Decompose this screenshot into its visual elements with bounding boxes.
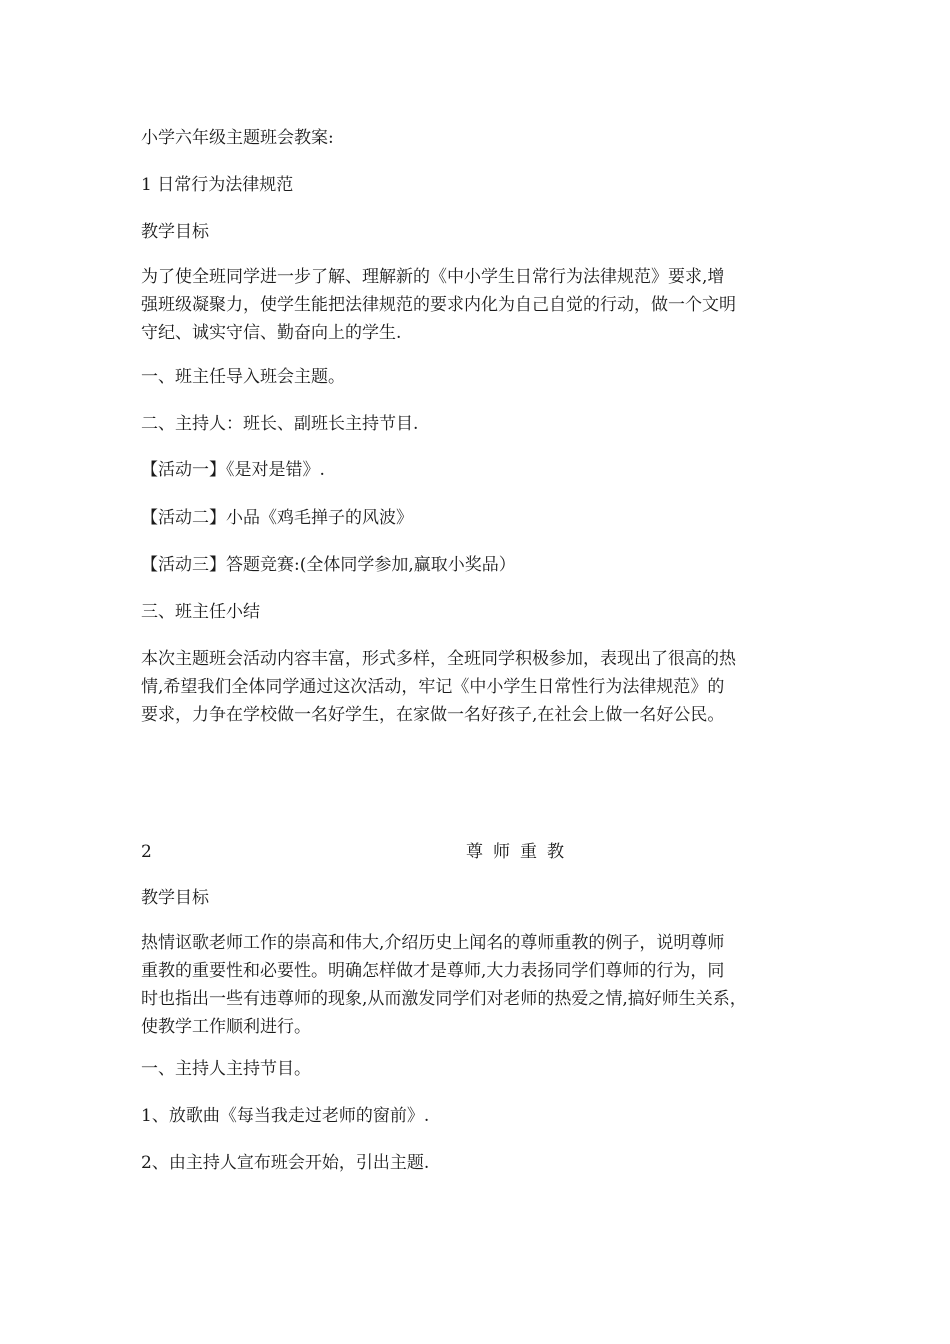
paragraph-line: 情,希望我们全体同学通过这次活动，牢记《中小学生日常性行为法律规范》的 — [141, 677, 725, 697]
step-item: 一、班主任导入班会主题。 — [141, 367, 345, 387]
paragraph-line: 热情讴歌老师工作的崇高和伟大,介绍历史上闻名的尊师重教的例子，说明尊师 — [141, 933, 725, 953]
goal-paragraph — [141, 929, 821, 1041]
lesson-title: 1 日常行为法律规范 — [141, 175, 294, 195]
document-title: 小学六年级主题班会教案: — [141, 128, 334, 148]
paragraph-line: 为了使全班同学进一步了解、理解新的《中小学生日常行为法律规范》要求,增 — [141, 267, 725, 287]
lesson-title: 尊师重教 — [466, 842, 574, 862]
summary-paragraph — [141, 645, 821, 729]
paragraph-line: 守纪、诚实守信、勤奋向上的学生. — [141, 323, 402, 343]
activity-item: 【活动一】《是对是错》. — [141, 460, 325, 480]
paragraph-line: 要求，力争在学校做一名好学生，在家做一名好孩子,在社会上做一名好公民。 — [141, 705, 725, 725]
paragraph-line: 本次主题班会活动内容丰富，形式多样，全班同学积极参加，表现出了很高的热 — [141, 649, 736, 669]
step-item: 三、班主任小结 — [141, 602, 260, 622]
list-item: 1、放歌曲《每当我走过老师的窗前》. — [141, 1106, 430, 1126]
lesson-number: 2 — [141, 842, 152, 862]
step-item: 一、主持人主持节目。 — [141, 1059, 311, 1079]
goal-paragraph — [141, 263, 821, 347]
activity-item: 【活动二】小品《鸡毛掸子的风波》 — [141, 508, 413, 528]
goal-heading: 教学目标 — [141, 222, 209, 242]
paragraph-line: 时也指出一些有违尊师的现象,从而激发同学们对老师的热爱之情,搞好师生关系， — [141, 989, 747, 1009]
step-item: 二、主持人：班长、副班长主持节目. — [141, 414, 419, 434]
paragraph-line: 使教学工作顺利进行。 — [141, 1017, 311, 1037]
goal-heading: 教学目标 — [141, 888, 209, 908]
activity-item: 【活动三】答题竞赛:(全体同学参加,赢取小奖品） — [141, 555, 516, 575]
paragraph-line: 强班级凝聚力，使学生能把法律规范的要求内化为自己自觉的行动，做一个文明 — [141, 295, 736, 315]
list-item: 2、由主持人宣布班会开始，引出主题. — [141, 1153, 430, 1173]
paragraph-line: 重教的重要性和必要性。明确怎样做才是尊师,大力表扬同学们尊师的行为，同 — [141, 961, 725, 981]
